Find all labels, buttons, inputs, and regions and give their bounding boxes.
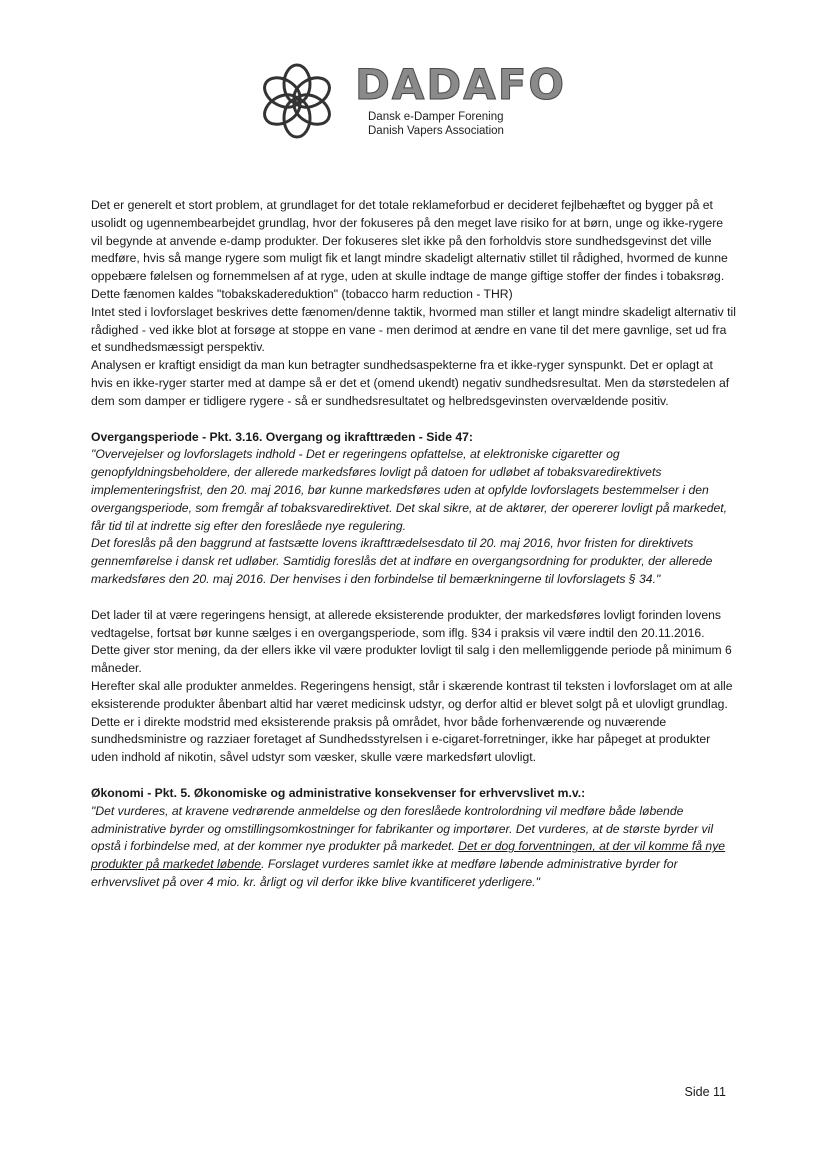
paragraph: Herefter skal alle produkter anmeldes. Regeringens hensigt, står i skærende kontrast til teksten i lovforslaget om at alle eksisterende produkter åbenbart altid har været medicinsk udstyr, og derfor altid er blevet solgt på et ulovligt grundlag. Dette er i direkte modstrid med eksisterende praksis på området, hvor både forhenværende og nuværende sundhedsministre og razziaer foretaget af Sundhedsstyrelsen i e-cigaret-forretninger, ikke har påpeget at produkter uden indhold af nikotin, såvel udstyr som væsker, skulle være markedsført ulovligt. (91, 678, 733, 765)
section-heading-transition: Overgangsperiode - Pkt. 3.16. Overgang og ikrafttræden - Side 47: (91, 429, 473, 444)
quote-text: "Det vurderes, at kravene vedrørende anmeldelse og den foreslåede kontrolordning vil medføre både løbende administrative byrder og omstillingsomkostninger for fabrikanter og importører. Det vurderes, at de største byrder vil opstå i forbindelse med, at der kommer nye produkter på markedet. (91, 803, 714, 854)
association-name-english: Danish Vapers Association (368, 125, 504, 137)
section-heading-economy: Økonomi - Pkt. 5. Økonomiske og administrative konsekvenser for erhvervslivet m.v.: (91, 785, 586, 800)
dadafo-logo-icon (252, 56, 342, 146)
association-name (368, 110, 504, 138)
underlined-quote-text: Det er dog forventningen, at der vil komme få nye produkter på markedet løbende (91, 839, 726, 872)
body-text (91, 197, 736, 892)
paragraph: Det er generelt et stort problem, at grundlaget for det totale reklameforbud er decideret fejlbehæftet og bygger på et usolidt og ugennembearbejdet grundlag, hvor der fokuseres på den meget lave risiko for at børn, unge og ikke-rygere vil begynde at anvende e-damp produkter. Der fokuseres slet ikke på den forholdvis store sundhedsgevinst det ville medføre, hvis så mange rygere som muligt fik et langt mindre skadeligt alternativ stillet til rådighed, hvormed de kunne oppebære følelsen og fornemmelsen af at ryge, uden at skulle indtage de mange giftige stoffer der findes i tobaksrøg. Dette fænomen kaldes "tobakskadereduktion" (tobacco harm reduction - THR) (91, 198, 728, 301)
quote-paragraph: "Overvejelser og lovforslagets indhold - Det er regeringens opfattelse, at elektroniske cigaretter og genopfyldningsbeholdere, der allerede markedsføres lovligt på datoen for udløbet af tobaksvaredirektivets implementeringsfrist, den 20. maj 2016, bør kunne markedsføres uden at opfylde lovforslagets bestemmelser i den overgangsperiode, som fremgår af tobaksvaredirektivet. Det skal sikre, at de aktører, der opererer lovligt på markedet, får tid til at indrette sig efter den foreslåede nye regulering. (91, 447, 728, 533)
spacer (91, 411, 736, 429)
page-number: Side 11 (684, 1085, 726, 1099)
quote-paragraph (91, 803, 736, 892)
logo-wordmark: DADAFO (355, 60, 567, 109)
paragraph: Det lader til at være regeringens hensigt, at allerede eksisterende produkter, der markedsføres lovligt forinden lovens vedtagelse, fortsat bør kunne sælges i en overgangsperiode, som iflg. §34 i praksis vil være indtil den 20.11.2016. Dette giver stor mening, da der ellers ikke vil være produkter lovligt til salg i den mellemliggende periode på minimum 6 måneder. (91, 607, 732, 676)
paragraph: Intet sted i lovforslaget beskrives dette fænomen/denne taktik, hvormed man stiller et langt mindre skadeligt alternativ til rådighed - ved ikke blot at forsøge at stoppe en vane - men derimod at ændre en vane til det mere gavnlige, set ud fra et sundhedsmæssigt perspektiv. (91, 304, 736, 355)
paragraph: Analysen er kraftigt ensidigt da man kun betragter sundhedsaspekterne fra et ikke-ryger synspunkt. Det er oplagt at hvis en ikke-ryger starter med at dampe så er det et (omend ukendt) negativ sundhedsresultat. Men da størstedelen af dem som damper er tidligere rygere - så er sundhedsresultatet og helbredsgevinsten overvældende positiv. (91, 358, 730, 408)
quote-text: . Forslaget vurderes samlet ikke at medføre løbende administrative byrder for erhvervslivet på over 4 mio. kr. årligt og vil derfor ikke blive kvantificeret yderligere." (91, 857, 678, 889)
spacer (91, 589, 736, 607)
quote-paragraph: Det foreslås på den baggrund at fastsætte lovens ikrafttrædelsesdato til 20. maj 2016, hvor fristen for direktivets gennemførelse i dansk ret udløber. Samtidig foreslås det at indføre en overgangsordning for produkter, der allerede markedsføres den 20. maj 2016. Der henvises i den forbindelse til bemærkningerne til lovforslagets § 34." (91, 536, 713, 586)
association-name-danish: Dansk e-Damper Forening (368, 111, 504, 123)
letterhead (252, 56, 567, 146)
spacer (91, 767, 736, 785)
